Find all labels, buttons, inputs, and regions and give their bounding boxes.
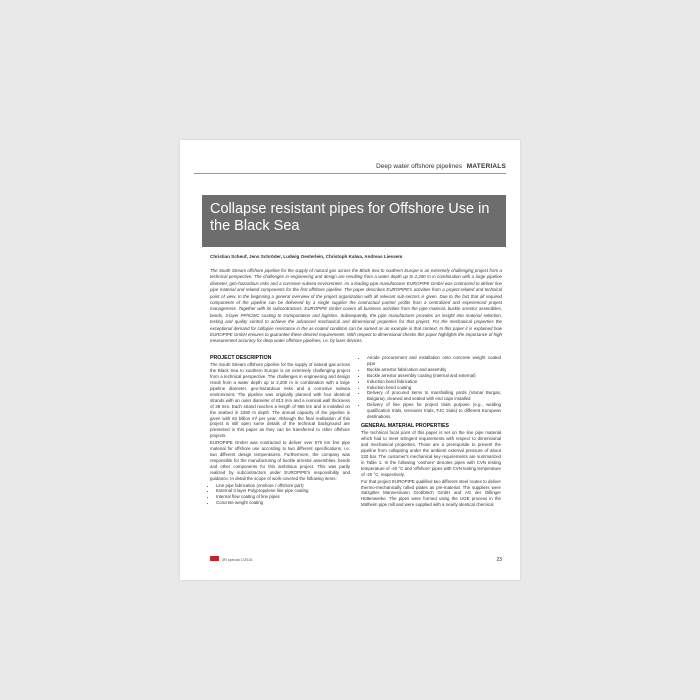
list-item: • Buckle arrestor fabrication and assembly <box>367 367 501 373</box>
list-item: • Induction bend coating <box>367 385 501 391</box>
scope-list-part-2 <box>361 355 501 420</box>
page-number: 23 <box>496 557 502 563</box>
header-rule <box>194 173 506 174</box>
left-column <box>210 355 350 509</box>
scope-list-part-1 <box>210 483 350 507</box>
document-page <box>180 140 520 580</box>
list-item: • Anode procurement and installation onto concrete weight coated pipe <box>367 355 501 367</box>
author-line: Christian Scheuf, Jens Schröder, Ludwig Oesterlein, Christoph Kalwa, Andreas Liessem <box>210 254 403 259</box>
list-item: • Delivery of line pipes for project trials purpose (e.g., welding qualification trials, tensioner trials, FJC trials) to different European destinations <box>367 402 501 420</box>
publication-name: 3R special 1/2016 <box>222 558 253 562</box>
header-section-text: Deep water offshore pipelines <box>376 163 462 170</box>
section-heading-material: GENERAL MATERIAL PROPERTIES <box>361 422 449 429</box>
list-item: • Concrete weight coating <box>216 500 350 506</box>
material-paragraph-1: The technical focal point of this paper is set on the line pipe material which had to meet stringent requirements with respect to dimensional and mechanical properties. Those are a prerequisite to prevent the pipeline from collapsing under the ambient external pressure of about 220 bar. The customer's mechanical key requirements are summarized in Table 1. In the following 'onshore' denotes pipes with CVN testing temperature of -40 °C and 'offshore' pipes with CVN testing temperature of -20 °C, respectively. <box>361 430 501 477</box>
right-column <box>361 355 501 509</box>
list-item: • Induction bend fabrication <box>367 379 501 385</box>
list-item: • Delivery of procured items to marshalling yards (Varna/ Burgas, Bulgaria), cleaned and sealed with end caps installed <box>367 390 501 402</box>
list-item: • Buckle arrestor assembly coating (internal and external) <box>367 373 501 379</box>
title-band <box>202 195 506 247</box>
publisher-logo <box>210 556 219 561</box>
article-title: Collapse resistant pipes for Offshore Use in the Black Sea <box>210 201 490 234</box>
section-heading-project: PROJECT DESCRIPTION <box>210 355 272 361</box>
running-header <box>376 163 506 170</box>
list-item: • Line pipe fabrication (onshore / offshore part) <box>216 483 350 489</box>
material-paragraph-2: For that project EUROPIPE qualified two different steel routes to deliver thermo-mechanically rolled plates as pre-material. The suppliers were Salzgitter Mannesmann Grobblech GmbH and AG der Dillinger Hüttenwerke. The pipes were formed using the UOE process in the Mülheim pipe mill and were supplied with a nearly identical chemical <box>361 478 501 508</box>
abstract: The South Stream offshore pipeline for the supply of natural gas across the Black Sea to southern Europe is an extremely challenging project from a technical perspective. The challenges in engineering and design are resulting from a water depth up to 2,200 m in combination with a large pipeline diameter, geo-hazardous risks and a corrosive subsea environment. As a leading pipe manufacturer EUROPIPE GmbH was contracted to deliver line pipe material and related components for the first offshore pipeline. The paper describes EUROPIPE's activities from a project-related and technical point of view. In the beginning a general overview of the project organization with all relevant sub-sectors is given. Due to the fact that all required components of the pipeline can be delivered by a single supplier the contractual partner profits from a centralized and experienced project management. Together with its subcontractors, EUROPIPE GmbH covers all business activities from the pipe material, buckle arrestor assemblies, bends, 3-layer PP/ICWC coating to transportation and logistics. Subsequently, the pipe manufacturer provides an insight into material selection, testing and quality control to achieve the advanced mechanical and dimensional properties for that project. For the mechanical properties the exceptional demand for collapse resistance in the as-coated condition can be named as an example in that context. In this paper it is explained how EUROPIPE GmbH ensures to guarantee these desired requirements. With respect to dimensional checks this paper highlights the importance of high measurement accuracy for deep water offshore pipelines, i.e. by laser devices. <box>210 268 502 344</box>
list-item: • Internal flow coating of line pipes <box>216 494 350 500</box>
project-paragraph-2: EUROPIPE GmbH was contracted to deliver over 570 km line pipe material for offshore use according to two different specifications, i.e. two different design temperatures. Furthermore, the company was responsible for the manufacturing of buckle arrestor assemblies, bends and other components for this ambitious project. This was partly realized by subcontractors under EUROPIPE's responsibility and guidance. In detail the scope of work covered the following items: <box>210 440 350 481</box>
list-item: • External 3 layer Polypropylene line pipe coating <box>216 488 350 494</box>
project-paragraph-1: The South Stream offshore pipeline for the supply of natural gas across the Black Sea to southern Europe is an extremely challenging project from a technical perspective. The challenges in engineering and design result from a water depth up to 2,200 m in combination with a large pipeline diameter, geo-hazardous risks and a corrosive subsea environment. The pipeline was originally planned with four identical strands with an outer diameter of 813 mm and a nominal wall thickness of 39 mm. Each strand reaches a length of 966 km and is installed on the seabed in 2250 m depth. The annual capacity of the pipeline is given with 63 billion m³ per year. Although the final realisation of this project is still open some details of the technical background are presented in this paper as they can be transferred to other offshore projects. <box>210 362 350 439</box>
header-category-text: MATERIALS <box>466 163 506 170</box>
